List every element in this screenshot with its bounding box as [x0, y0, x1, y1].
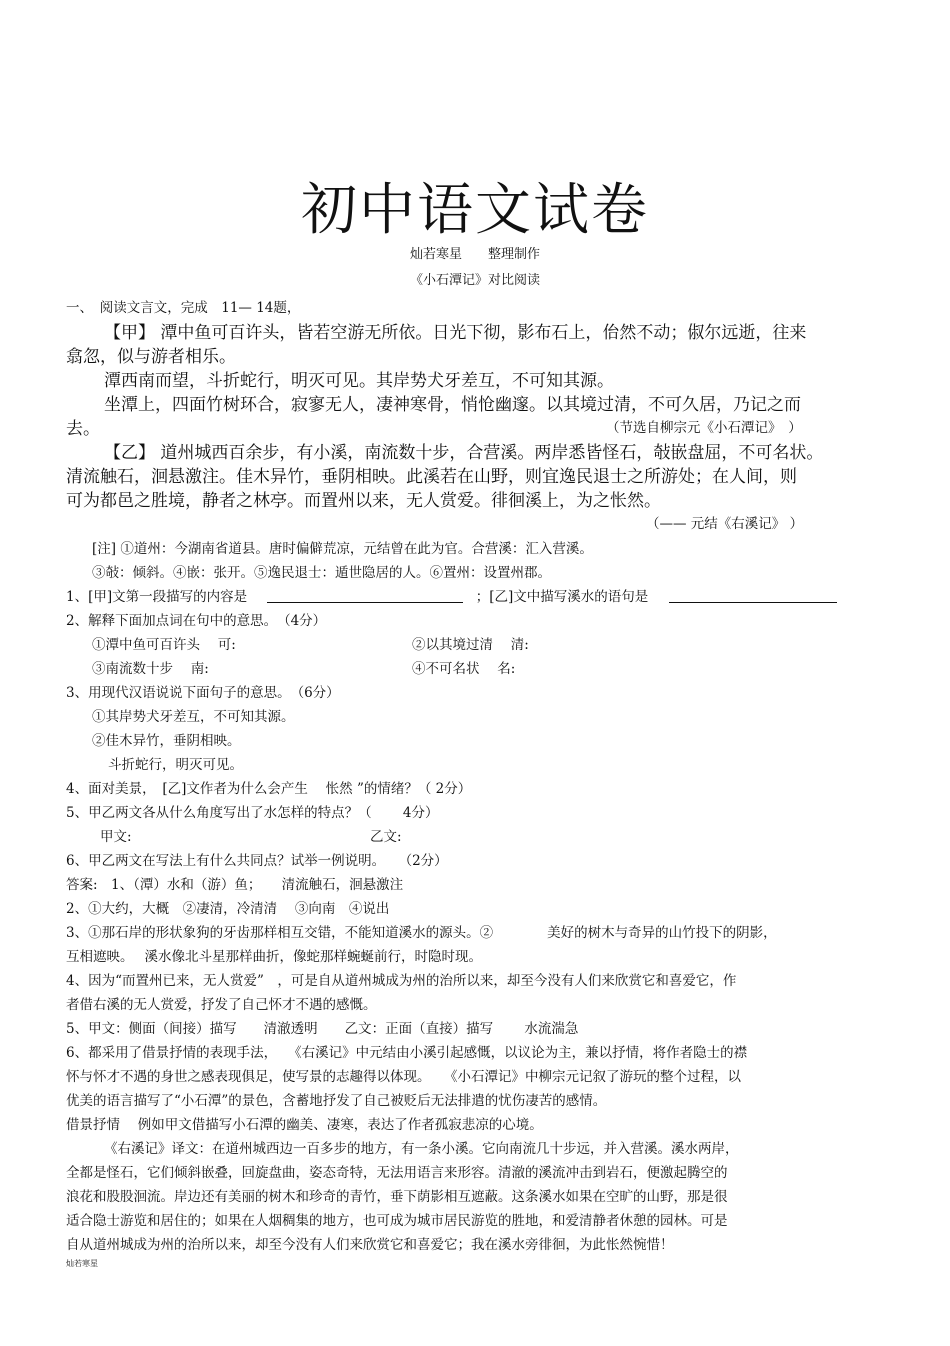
passage-b-line: 清流触石，洄悬激注。佳木异竹，垂阴相映。此溪若在山野，则宜逸民退士之所游处；在人间，则	[66, 467, 797, 487]
question-1-part-a: 1、[甲]文第一段描写的内容是	[66, 589, 248, 605]
question-5-a: 甲文:	[100, 829, 132, 845]
note-line: [注] ①道州：今湖南省道县。唐时偏僻荒凉，元结曾在此为官。合营溪：汇入营溪。	[92, 541, 593, 557]
question-2-item: ②以其境过清 清:	[412, 637, 529, 653]
passage-a-line: 去。	[66, 419, 100, 439]
question-3-item: ①其岸势犬牙差互，不可知其源。	[92, 709, 295, 725]
answer-line: 2、①大约，大概 ②凄清，冷清清 ③向南 ④说出	[66, 901, 390, 917]
instruction: 一、 阅读文言文，完成 11— 14题，	[66, 300, 301, 316]
passage-a-line: 【甲】 潭中鱼可百许头，皆若空游无所依。日光下彻，影布石上，佁然不动；俶尔远逝，往来	[104, 323, 807, 343]
question-2-item: ④不可名状 名:	[412, 661, 516, 677]
answer-line: 者借右溪的无人赏爱，抒发了自己怀才不遇的感慨。	[66, 997, 377, 1013]
credit-line: 灿若寒星 整理制作	[409, 247, 540, 262]
passage-b-line: 【乙】 道州城西百余步，有小溪，南流数十步，合营溪。两岸悉皆怪石，敧嵌盘屈，不可名状。	[104, 443, 824, 463]
answer-blank[interactable]	[267, 588, 463, 603]
translation-line: 《右溪记》译文：在道州城西边一百多步的地方，有一条小溪。它向南流几十步远，并入营溪。溪水两岸，	[104, 1141, 739, 1157]
translation-line: 适合隐士游览和居住的；如果在人烟稠集的地方，也可成为城市居民游览的胜地，和爱清静者休憩的园林。可是	[66, 1213, 728, 1229]
passage-b-source: （—— 元结《右溪记》 ）	[646, 516, 804, 532]
translation-line: 自从道州城成为州的治所以来，却至今没有人们来欣赏它和喜爱它；我在溪水旁徘徊，为此怅然惋惜！	[66, 1237, 674, 1253]
passage-b-line: 可为都邑之胜境，静者之林亭。而置州以来，无人赏爱。徘徊溪上，为之怅然。	[66, 491, 661, 511]
note-line: ③敧：倾斜。④嵌：张开。⑤逸民退士：遁世隐居的人。⑥置州：设置州郡。	[92, 565, 551, 581]
answer-line: 答案: 1、（潭）水和（游）鱼； 清流触石，洄悬激注	[66, 877, 404, 893]
passage-a-line: 潭西南而望，斗折蛇行，明灭可见。其岸势犬牙差互，不可知其源。	[104, 371, 614, 391]
translation-line: 全都是怪石，它们倾斜嵌叠，回旋盘曲，姿态奇特，无法用语言来形容。清澈的溪流冲击到岩石，便激起腾空的	[66, 1165, 728, 1181]
passage-a-line: 翕忽，似与游者相乐。	[66, 347, 236, 367]
question-2-item: ①潭中鱼可百许头 可:	[92, 637, 236, 653]
footer-mark: 灿若寒星	[66, 1259, 98, 1268]
question-1	[66, 585, 837, 605]
translation-line: 浪花和股股洄流。岸边还有美丽的树木和珍奇的青竹，垂下荫影相互遮蔽。这条溪水如果在空旷的山野，那是很	[66, 1189, 728, 1205]
answer-blank[interactable]	[669, 588, 837, 603]
question-2: 2、解释下面加点词在句中的意思。 （4分）	[66, 613, 327, 629]
passage-a-line: 坐潭上，四面竹树环合，寂寥无人，凄神寒骨，悄怆幽邃。以其境过清，不可久居，乃记之而	[104, 395, 801, 415]
question-2-item: ③南流数十步 南:	[92, 661, 209, 677]
answer-line: 4、因为“而置州已来，无人赏爱” ，可是自从道州城成为州的治所以来，却至今没有人们来欣赏它和喜爱它，作	[66, 973, 737, 989]
answer-line: 优美的语言描写了“小石潭”的景色，含蓄地抒发了自己被贬后无法排遣的忧伤凄苦的感情。	[66, 1093, 607, 1109]
answer-line: 3、①那石岸的形状象狗的牙齿那样相互交错，不能知道溪水的源头。② 美好的树木与奇异的山竹投下的阴影，	[66, 925, 777, 941]
answer-line: 借景抒情 例如甲文借描写小石潭的幽美、凄寒，表达了作者孤寂悲凉的心境。	[66, 1117, 543, 1133]
section-subtitle: 《小石潭记》对比阅读	[409, 273, 540, 288]
question-3: 3、用现代汉语说说下面句子的意思。 （6分）	[66, 685, 340, 701]
answer-line: 6、都采用了借景抒情的表现手法， 《右溪记》中元结由小溪引起感慨，以议论为主，兼以抒情，将作者隐士的襟	[66, 1045, 748, 1061]
question-3-item: ②佳木异竹，垂阴相映。	[92, 733, 241, 749]
question-3-item: 斗折蛇行，明灭可见。	[108, 757, 243, 773]
question-5-b: 乙文:	[370, 829, 402, 845]
question-5: 5、甲乙两文各从什么角度写出了水怎样的特点？（ 4分）	[66, 805, 439, 821]
passage-a-source: （节选自柳宗元《小石潭记》 ）	[606, 420, 802, 436]
page-title: 初中语文试卷	[301, 178, 649, 243]
answer-line: 互相遮映。 溪水像北斗星那样曲折，像蛇那样蜿蜒前行，时隐时现。	[66, 949, 483, 965]
answer-line: 怀与怀才不遇的身世之感表现俱足，使写景的志趣得以体现。 《小石潭记》中柳宗元记叙了游玩的整个过程，以	[66, 1069, 741, 1085]
question-4: 4、面对美景， [乙]文作者为什么会产生 怅然 ”的情绪？（ 2分）	[66, 781, 472, 797]
answer-line: 5、甲文：侧面（间接）描写 清澈透明 乙文：正面（直接）描写 水流湍急	[66, 1021, 579, 1037]
question-1-part-b: ；[乙]文中描写溪水的语句是	[475, 589, 649, 605]
question-6: 6、甲乙两文在写法上有什么共同点？试举一例说明。 （2分）	[66, 853, 448, 869]
